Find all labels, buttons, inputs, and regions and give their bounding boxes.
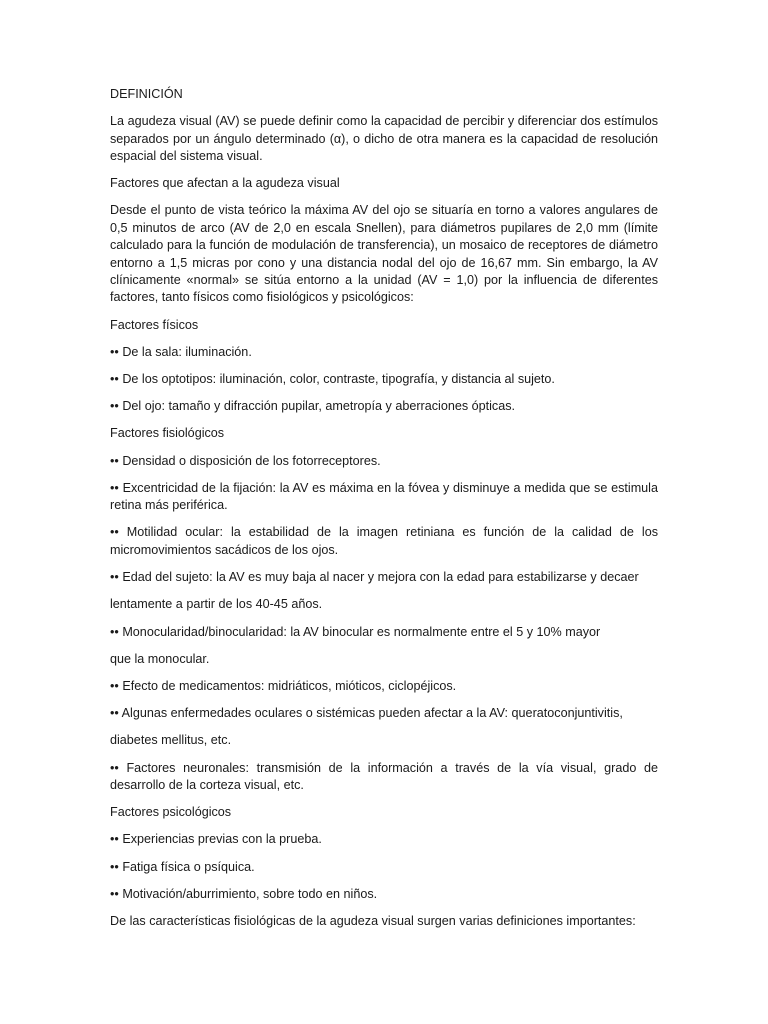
list-item-continuation: que la monocular. xyxy=(110,651,210,666)
theory-paragraph: Desde el punto de vista teórico la máxima AV del ojo se situaría en torno a valores angulares de 0,5 minutos de arco (AV de 2,0 en escala Snellen), para diámetros pupilares de 2,0 mm (límite calculado para la función de modulación de transferencia), un mosaico de receptores de diámetro entorno a 1,5 micras por cono y una distancia nodal del ojo de 16,67 mm. Sin embargo, la AV clínicamente «normal» se sitúa entorno a la unidad (AV = 1,0) por la influencia de diferentes factores, tanto físicos como fisiológicos y psicológicos: xyxy=(110,203,658,305)
list-item: •• Excentricidad de la fijación: la AV es máxima en la fóvea y disminuye a medida que se estimula retina más periférica. xyxy=(110,480,658,513)
list-item: •• Experiencias previas con la prueba. xyxy=(110,832,322,847)
list-item: •• Factores neuronales: transmisión de la información a través de la vía visual, grado de desarrollo de la corteza visual, etc. xyxy=(110,760,658,792)
subheading-factores-psicologicos: Factores psicológicos xyxy=(110,805,232,820)
subheading-factores-fisiologicos: Factores fisiológicos xyxy=(110,426,225,441)
list-item: •• Efecto de medicamentos: midriáticos, mióticos, ciclopéjicos. xyxy=(110,678,457,693)
section-heading-definicion: DEFINICIÓN xyxy=(110,87,183,101)
list-item: •• Densidad o disposición de los fotorreceptores. xyxy=(110,453,381,468)
list-item: •• Edad del sujeto: la AV es muy baja al nacer y mejora con la edad para estabilizarse y decaer xyxy=(110,570,639,585)
list-item-continuation: diabetes mellitus, etc. xyxy=(110,733,232,748)
section-heading-factores: Factores que afectan a la agudeza visual xyxy=(110,176,340,191)
list-item: •• Motivación/aburrimiento, sobre todo en niños. xyxy=(110,886,378,901)
list-item: •• Del ojo: tamaño y difracción pupilar, ametropía y aberraciones ópticas. xyxy=(110,399,516,414)
list-item: •• De los optotipos: iluminación, color, contraste, tipografía, y distancia al sujeto. xyxy=(110,372,555,387)
list-item: •• De la sala: iluminación. xyxy=(110,344,252,359)
definition-paragraph: La agudeza visual (AV) se puede definir como la capacidad de percibir y diferenciar dos estímulos separados por un ángulo determinado (α), o dicho de otra manera es la capacidad de resolución espacial del sistema visual. xyxy=(110,114,658,164)
closing-paragraph: De las características fisiológicas de la agudeza visual surgen varias definiciones importantes: xyxy=(110,913,636,928)
subheading-factores-fisicos: Factores físicos xyxy=(110,317,199,332)
list-item: •• Motilidad ocular: la estabilidad de la imagen retiniana es función de la calidad de los micromovimientos sacádicos de los ojos. xyxy=(110,525,658,557)
list-item: •• Fatiga física o psíquica. xyxy=(110,859,255,874)
list-item: •• Algunas enfermedades oculares o sistémicas pueden afectar a la AV: queratoconjuntivitis, xyxy=(110,706,623,721)
list-item-continuation: lentamente a partir de los 40-45 años. xyxy=(110,597,323,612)
list-item: •• Monocularidad/binocularidad: la AV binocular es normalmente entre el 5 y 10% mayor xyxy=(110,624,601,639)
